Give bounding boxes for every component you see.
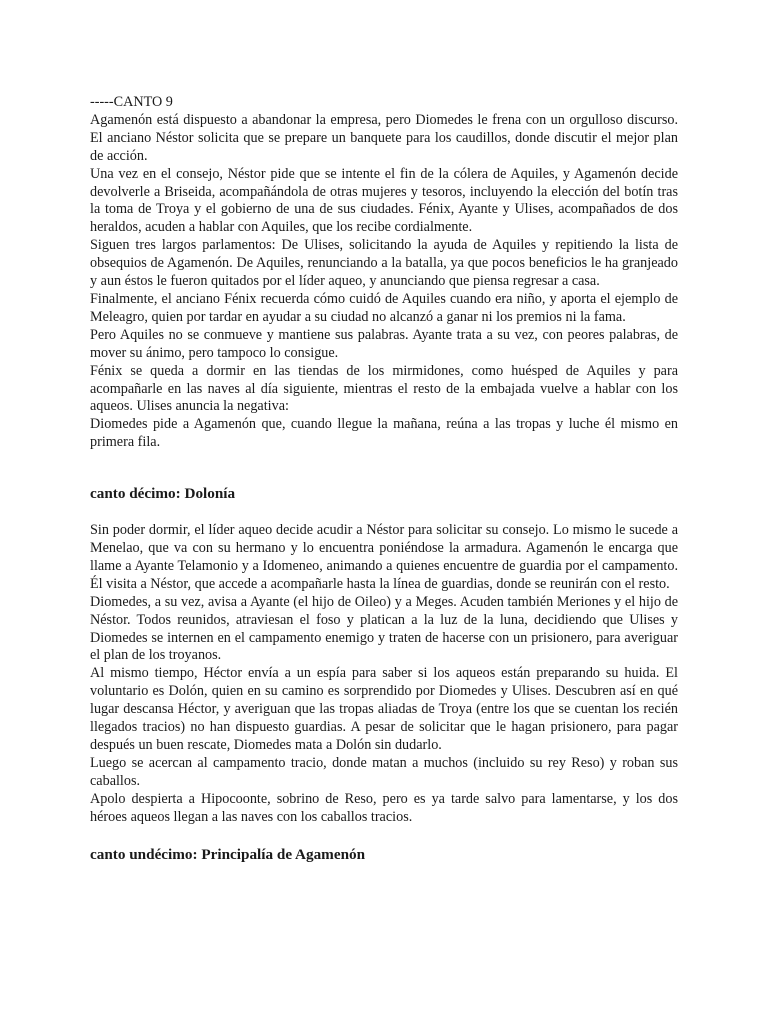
canto-10-paragraph: Luego se acercan al campamento tracio, donde matan a muchos (incluido su rey Reso) y roban sus caballos. xyxy=(90,754,678,789)
canto-9-paragraph: Pero Aquiles no se conmueve y mantiene sus palabras. Ayante trata a su vez, con peores palabras, de mover su ánimo, pero tampoco lo consigue. xyxy=(90,326,678,361)
canto-9-paragraph: Agamenón está dispuesto a abandonar la empresa, pero Diomedes le frena con un orgulloso discurso. El anciano Néstor solicita que se prepare un banquete para los caudillos, donde discutir el mejor plan de acción. xyxy=(90,111,678,164)
canto-10-paragraph: Diomedes, a su vez, avisa a Ayante (el hijo de Oileo) y a Meges. Acuden también Meriones y el hijo de Néstor. Todos reunidos, atraviesan el foso y platican a la luz de la luna, decidiendo que Ulises y Diomedes se internen en el campamento enemigo y traten de hacerse con un prisionero, para averiguar el plan de los troyanos. xyxy=(90,593,678,664)
document-page xyxy=(90,94,678,864)
canto-10-paragraph: Apolo despierta a Hipocoonte, sobrino de Reso, pero es ya tarde salvo para lamentarse, y los dos héroes aqueos llegan a las naves con los caballos tracios. xyxy=(90,790,678,825)
canto-10-heading: canto décimo: Dolonía xyxy=(90,485,236,503)
canto-9-paragraph: Diomedes pide a Agamenón que, cuando llegue la mañana, reúna a las tropas y luche él mismo en primera fila. xyxy=(90,416,678,451)
canto-9-paragraph: Una vez en el consejo, Néstor pide que se intente el fin de la cólera de Aquiles, y Agamenón decide devolverle a Briseida, acompañándola de otras mujeres y tesoros, incluyendo la elección del botín tras la toma de Troya y el gobierno de una de sus ciudades. Fénix, Ayante y Ulises, acompañados de dos heraldos, acuden a hablar con Aquiles, que los recibe cordialmente. xyxy=(90,165,678,236)
canto-10-paragraph: Al mismo tiempo, Héctor envía a un espía para saber si los aqueos están preparando su huida. El voluntario es Dolón, quien en su camino es sorprendido por Diomedes y Ulises. Descubren así en qué lugar descansa Héctor, y averiguan que las tropas aliadas de Troya (entre los que se cuentan los recién llegados tracios) no han dispuesto guardias. A pesar de solicitar que le hagan prisionero, para pagar después un buen rescate, Diomedes mata a Dolón sin dudarlo. xyxy=(90,665,678,753)
canto-9-paragraph: Siguen tres largos parlamentos: De Ulises, solicitando la ayuda de Aquiles y repitiendo la lista de obsequios de Agamenón. De Aquiles, renunciando a la batalla, ya que pocos beneficios le ha granjeado y aun éstos le fueron quitados por el líder aqueo, y anunciando que piensa regresar a casa. xyxy=(90,237,678,290)
canto-9-paragraph: Finalmente, el anciano Fénix recuerda cómo cuidó de Aquiles cuando era niño, y aporta el ejemplo de Meleagro, quien por tardar en ayudar a su ciudad no alcanzó a ganar ni los premios ni la fama. xyxy=(90,290,678,325)
canto-11-heading: canto undécimo: Principalía de Agamenón xyxy=(90,845,366,863)
canto-9-paragraph: Fénix se queda a dormir en las tiendas de los mirmidones, como huésped de Aquiles y para acompañarle en las naves al día siguiente, mientras el resto de la embajada vuelve a hablar con los aqueos. Ulises anuncia la negativa: xyxy=(90,362,678,415)
canto-10-paragraph: Sin poder dormir, el líder aqueo decide acudir a Néstor para solicitar su consejo. Lo mismo le sucede a Menelao, que va con su hermano y lo encuentra poniéndose la armadura. Agamenón le encarga que llame a Ayante Telamonio y a Idomeneo, animando a quienes encuentre de guardia por el campamento. Él visita a Néstor, que accede a acompañarle hasta la línea de guardias, donde se reunirán con el resto. xyxy=(90,522,678,592)
canto-9-marker: -----CANTO 9 xyxy=(90,94,173,110)
